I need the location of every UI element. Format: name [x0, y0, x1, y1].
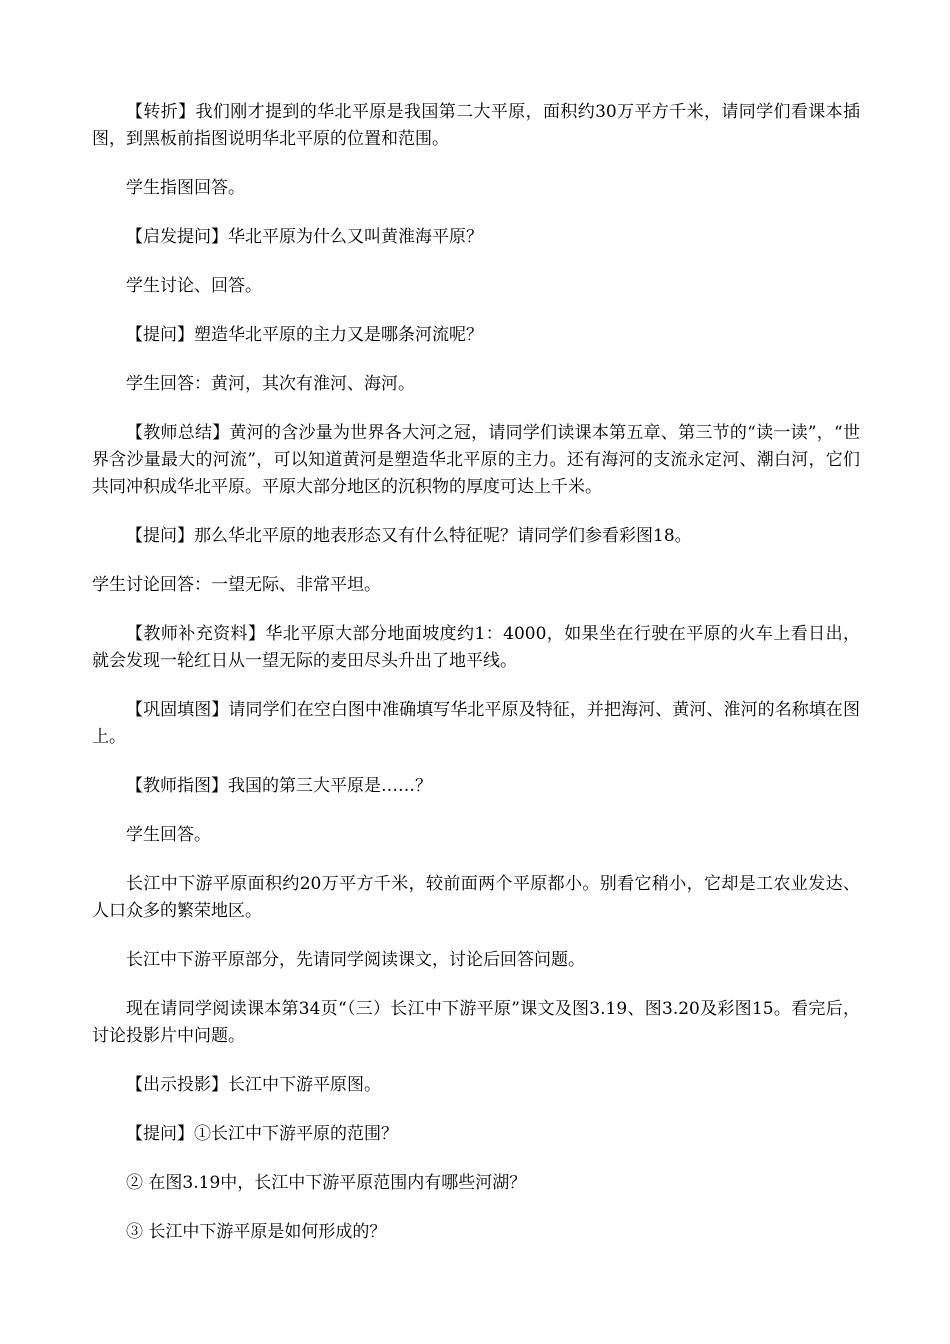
- paragraph-textbook-reading: 现在请同学阅读课本第34页“（三）长江中下游平原”课文及图3.19、图3.20及彩图15。看完后，讨论投影片中问题。: [92, 999, 860, 1046]
- paragraph-question-main-river: 【提问】塑造华北平原的主力又是哪条河流呢？: [126, 325, 483, 345]
- paragraph-question-1: 【提问】①长江中下游平原的范围？: [126, 1124, 398, 1144]
- paragraph-teacher-supplement: 【教师补充资料】华北平原大部分地面坡度约1：4000，如果坐在行驶在平原的火车上看日出，就会发现一轮红日从一望无际的麦田尽头升出了地平线。: [92, 624, 860, 671]
- paragraph-yangtze-plain-intro: 长江中下游平原面积约20万平方千米，较前面两个平原都小。别看它稍小，它却是工农业发达、人口众多的繁荣地区。: [92, 874, 860, 921]
- paragraph-student-answer-rivers: 学生回答：黄河，其次有淮河、海河。: [126, 374, 415, 394]
- paragraph-question-landform: 【提问】那么华北平原的地表形态又有什么特征呢？请同学们参看彩图18。: [126, 526, 692, 546]
- paragraph-yangtze-reading-instruction: 长江中下游平原部分，先请同学阅读课文，讨论后回答问题。: [126, 950, 585, 970]
- paragraph-show-projection: 【出示投影】长江中下游平原图。: [126, 1075, 381, 1095]
- paragraph-teacher-point-map: 【教师指图】我国的第三大平原是……？: [126, 776, 432, 796]
- document-body: [92, 99, 860, 1268]
- paragraph-teacher-summary: 【教师总结】黄河的含沙量为世界各大河之冠，请同学们读课本第五章、第三节的“读一读”，“世界含沙量最大的河流”，可以知道黄河是塑造华北平原的主力。还有海河的支流永定河、潮白河，它们共同冲积成华北平原。平原大部分地区的沉积物的厚度可达上千米。: [92, 423, 860, 497]
- paragraph-student-point-answer: 学生指图回答。: [126, 178, 245, 198]
- paragraph-inspire-question: 【启发提问】华北平原为什么又叫黄淮海平原？: [126, 227, 483, 247]
- paragraph-transition: 【转折】我们刚才提到的华北平原是我国第二大平原，面积约30万平方千米，请同学们看课本插图，到黑板前指图说明华北平原的位置和范围。: [92, 102, 860, 149]
- paragraph-question-3: ③ 长江中下游平原是如何形成的？: [126, 1222, 387, 1242]
- paragraph-student-answer: 学生回答。: [126, 825, 211, 845]
- paragraph-student-discuss-answer: 学生讨论回答：一望无际、非常平坦。: [92, 575, 381, 595]
- paragraph-map-filling: 【巩固填图】请同学们在空白图中准确填写华北平原及特征，并把海河、黄河、淮河的名称填在图上。: [92, 700, 860, 747]
- paragraph-question-2: ② 在图3.19中，长江中下游平原范围内有哪些河湖？: [126, 1173, 527, 1193]
- paragraph-student-discuss: 学生讨论、回答。: [126, 276, 262, 296]
